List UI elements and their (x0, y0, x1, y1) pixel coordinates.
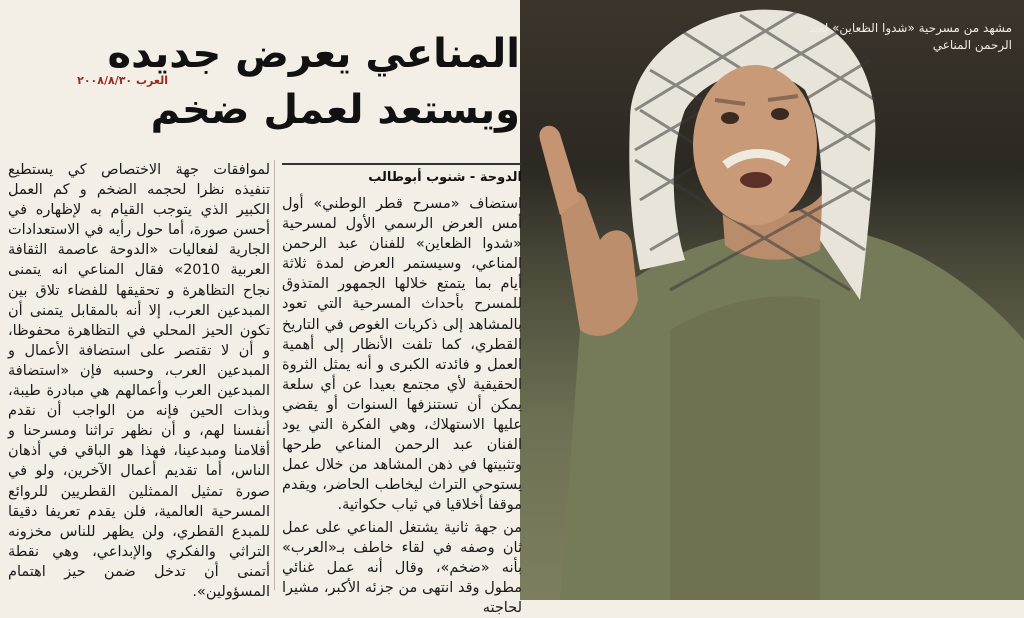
article-column-1 (282, 194, 522, 616)
photo-caption: مشهد من مسرحية «شدوا الظعاين» لعبد الرحمن المناعي (808, 21, 1012, 52)
actor-illustration (520, 0, 1024, 600)
paragraph: لموافقات جهة الاختصاص كي يستطيع تنفيذه نظرا لحجمه الضخم و كم العمل الكبير الذي يتوجب القيام به لإظهاره في أحسن صورة، أما حول رأيه في الاستعدادات الجارية لفعاليات «الدوحة عاصمة الثقافة العربية 2010» فقال المناعي انه يتمنى نجاح التظاهرة و تحقيقها للفضاء تلاق بين المبدعين العرب، إلا أنه بالمقابل يتمنى أن تكون الحيز المحلي في التظاهرة محفوظا، و أن لا تقتصر على استضافة الأعمال و المبدعين العرب، وحسبه فإن «استضافة المبدعين العرب وأعمالهم هي مبادرة طيبة، وبذات الحين فإنه من الواجب أن نقدم أنفسنا لهم، و أن نظهر تراثنا ومسرحنا و أقلامنا ومبدعينا، فهذا هو الباقي في أذهان الناس، أما تقديم أعمال الآخرين، ولو في صورة تمثيل الممثلين القطريين للروائع المسرحية العالمية، فلن يقدم تعريفا دقيقا للمبدع القطري، ولن يظهر للناس مخزونه التراثي والفكري والإبداعي، وهي نقطة أتمنى أن تدخل ضمن حيز اهتمام المسؤولين». (8, 162, 270, 600)
paragraph: من جهة ثانية يشتغل المناعي على عمل ثان وصفه في لقاء خاطف بـ«العرب» بأنه «ضخم»، وقال أنه عمل غنائي مطول وقد انتهى من جزئه الأكبر، مشيرا لحاجته (282, 519, 522, 616)
byline: الدوحة - شنوب أبوطالب (368, 170, 522, 185)
source-date: العرب ٢٠٠٨/٨/٣٠ (77, 74, 168, 87)
headline-line-2: ويستعد لعمل ضخم (150, 87, 520, 133)
article-column-2 (8, 160, 270, 600)
byline-rule (282, 163, 522, 165)
paragraph: استضاف «مسرح قطر الوطني» أول أمس العرض الرسمي الأول لمسرحية «شدوا الظعاين» للفنان عبد الرحمن المناعي، وسيستمر العرض لمدة ثلاثة أيام بما يتمتع خلالها الجمهور المتذوق للمسرح بأحداث المسرحية التي تعود بالمشاهد إلى ذكريات الغوص في التاريخ القطري، كما تلفت الأنظار إلى أهمية العمل و فائدته الكبرى و أنه يمثل الثروة الحقيقية لأي مجتمع بعيدا عن أي سلعة يمكن أن تستنزفها السنوات أو يقضي عليها الاستهلاك، وهي الفكرة التي يود الفنان عبد الرحمن المناعي طرحها وتثبيتها في ذهن المشاهد من خلال عمل يستوحي التراث ليخاطب الحاضر، ويقدم موقفا أخلاقيا في ثياب حكواتية. (282, 196, 522, 514)
headline-line-1: المناعي يعرض جديده (107, 31, 520, 77)
actor-photo (520, 0, 1024, 600)
column-divider (274, 160, 275, 590)
